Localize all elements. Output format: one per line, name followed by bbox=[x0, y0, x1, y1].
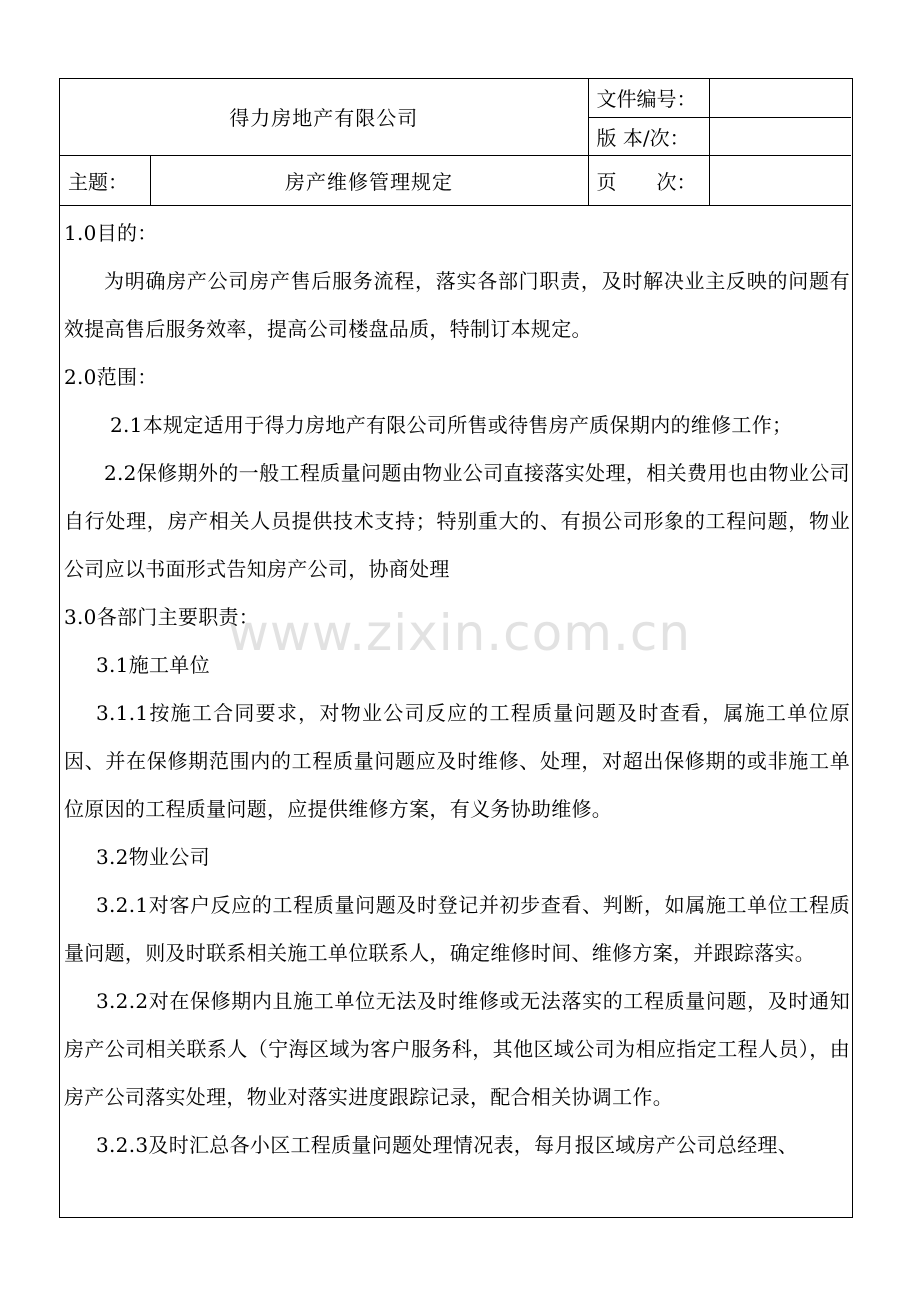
clause-3-2-2: 3.2.2对在保修期内且施工单位无法及时维修或无法落实的工程质量问题，及时通知房产公司相关联系人（宁海区域为客户服务科，其他区域公司为相应指定工程人员），由房产公司落实处理，物业对落实进度跟踪记录，配合相关协调工作。 bbox=[64, 989, 850, 1109]
document-header-table bbox=[60, 79, 851, 206]
subject-title: 房产维修管理规定 bbox=[150, 155, 588, 205]
page-number-value bbox=[709, 155, 851, 205]
section-3-heading: 3.0各部门主要职责： bbox=[64, 605, 260, 629]
clause-3-2-3: 3.2.3及时汇总各小区工程质量问题处理情况表，每月报区域房产公司总经理、 bbox=[96, 1133, 798, 1157]
section-2-heading: 2.0范围： bbox=[64, 365, 158, 389]
clause-3-1-heading: 3.1施工单位 bbox=[96, 653, 210, 677]
clause-3-2-1: 3.2.1对客户反应的工程质量问题及时登记并初步查看、判断，如属施工单位工程质量问题，则及时联系相关施工单位联系人，确定维修时间、维修方案，并跟踪落实。 bbox=[64, 893, 850, 965]
clause-3-2-heading: 3.2物业公司 bbox=[96, 845, 210, 869]
section-1-text: 为明确房产公司房产售后服务流程，落实各部门职责，及时解决业主反映的问题有效提高售后服务效率，提高公司楼盘品质，特制订本规定。 bbox=[64, 269, 850, 341]
company-name: 得力房地产有限公司 bbox=[60, 79, 588, 155]
clause-2-2: 2.2保修期外的一般工程质量问题由物业公司直接落实处理，相关费用也由物业公司自行处理，房产相关人员提供技术支持；特别重大的、有损公司形象的工程问题，物业公司应以书面形式告知房产公司，协商处理 bbox=[64, 461, 850, 581]
file-number-value bbox=[709, 79, 851, 117]
subject-label: 主题： bbox=[60, 155, 150, 205]
clause-3-1-1: 3.1.1按施工合同要求，对物业公司反应的工程质量问题及时查看，属施工单位原因、并在保修期范围内的工程质量问题应及时维修、处理，对超出保修期的或非施工单位原因的工程质量问题，应提供维修方案，有义务协助维修。 bbox=[64, 701, 850, 821]
file-number-label: 文件编号： bbox=[588, 79, 709, 117]
clause-2-1: 2.1本规定适用于得力房地产有限公司所售或待售房产质保期内的维修工作； bbox=[110, 413, 793, 437]
document-body bbox=[64, 209, 850, 1169]
version-value bbox=[709, 117, 851, 155]
version-label: 版 本/次： bbox=[588, 117, 709, 155]
watermark: www.zixin.com.cn bbox=[228, 604, 692, 662]
document-page bbox=[59, 78, 853, 1218]
page-number-label: 页 次： bbox=[588, 155, 709, 205]
section-1-heading: 1.0目的： bbox=[64, 221, 158, 245]
